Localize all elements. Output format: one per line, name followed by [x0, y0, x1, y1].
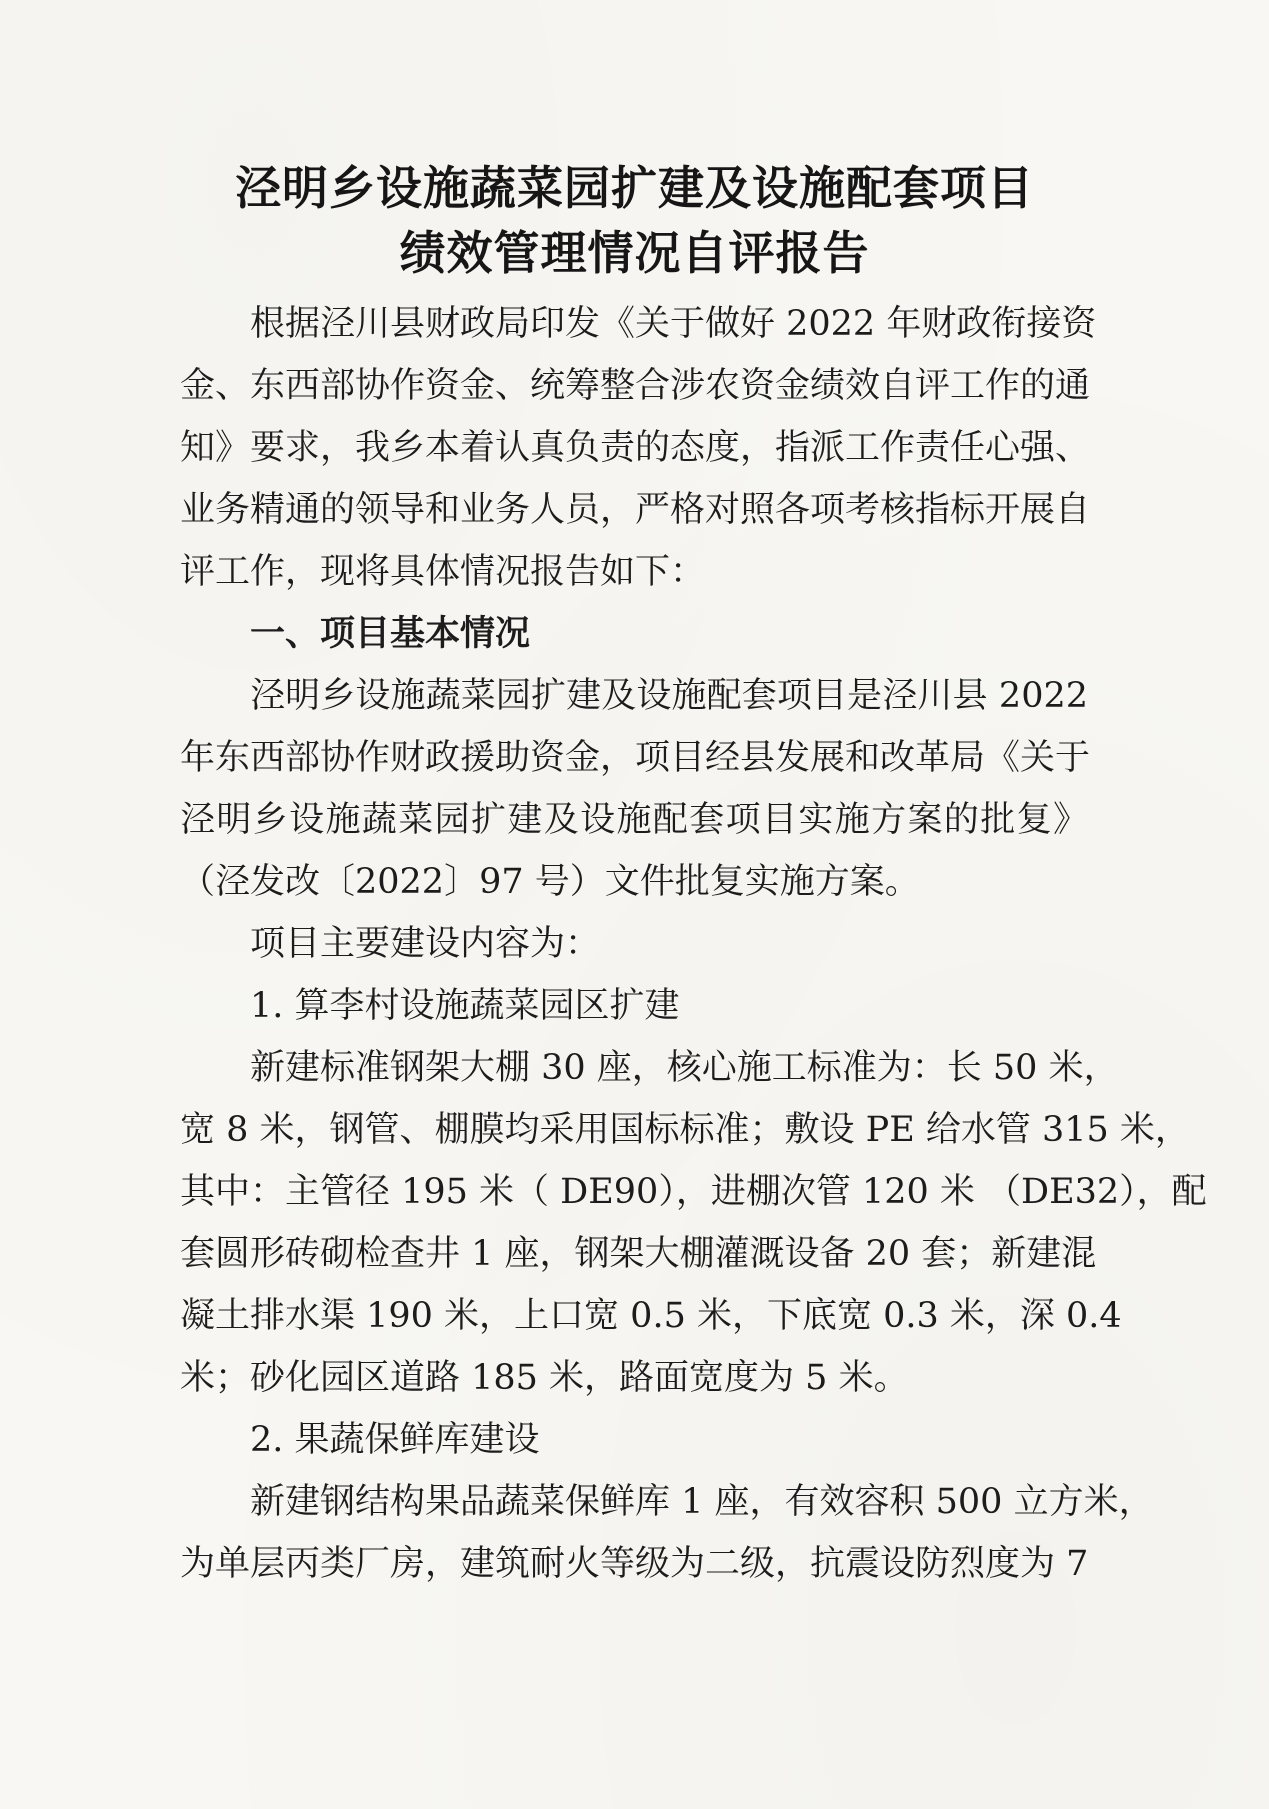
item-1-line-4: 套圆形砖砌检查井 1 座，钢架大棚灌溉设备 20 套；新建混: [180, 1234, 1097, 1274]
item-2-line-2: 为单层丙类厂房，建筑耐火等级为二级，抗震设防烈度为 7: [180, 1544, 1089, 1584]
item-1-line-2: 宽 8 米，钢管、棚膜均采用国标标准；敷设 PE 给水管 315 米，: [180, 1110, 1190, 1150]
item-1-line-5: 凝土排水渠 190 米，上口宽 0.5 米，下底宽 0.3 米，深 0.4: [180, 1296, 1122, 1336]
item-2-heading: 2. 果蔬保鲜库建设: [250, 1420, 540, 1460]
section-1-line-2: 年东西部协作财政援助资金，项目经县发展和改革局《关于: [180, 738, 1091, 778]
intro-line-1: 根据泾川县财政局印发《关于做好 2022 年财政衔接资: [250, 304, 1097, 344]
item-1-line-1: 新建标准钢架大棚 30 座，核心施工标准为：长 50 米，: [250, 1048, 1119, 1088]
content-intro: 项目主要建设内容为：: [250, 924, 601, 964]
section-1-line-3: 泾明乡设施蔬菜园扩建及设施配套项目实施方案的批复》: [180, 800, 1088, 840]
item-1-line-6: 米；砂化园区道路 185 米，路面宽度为 5 米。: [180, 1358, 909, 1398]
intro-line-5: 评工作，现将具体情况报告如下：: [180, 552, 706, 592]
intro-line-3: 知》要求，我乡本着认真负责的态度，指派工作责任心强、: [180, 428, 1091, 468]
section-1-line-4: （泾发改〔2022〕97 号）文件批复实施方案。: [180, 862, 920, 902]
section-1-line-1: 泾明乡设施蔬菜园扩建及设施配套项目是泾川县 2022: [250, 676, 1088, 716]
intro-line-2: 金、东西部协作资金、统筹整合涉农资金绩效自评工作的通: [180, 366, 1091, 406]
document-title-line-1: 泾明乡设施蔬菜园扩建及设施配套项目: [235, 161, 1034, 215]
item-1-heading: 1. 算李村设施蔬菜园区扩建: [250, 986, 680, 1026]
intro-line-4: 业务精通的领导和业务人员，严格对照各项考核指标开展自: [180, 490, 1091, 530]
item-1-line-3: 其中：主管径 195 米（ DE90），进棚次管 120 米 （DE32），配: [180, 1172, 1207, 1212]
document-title-line-2: 绩效管理情况自评报告: [399, 226, 870, 280]
section-1-heading: 一、项目基本情况: [250, 614, 531, 654]
item-2-line-1: 新建钢结构果品蔬菜保鲜库 1 座，有效容积 500 立方米，: [250, 1482, 1154, 1522]
